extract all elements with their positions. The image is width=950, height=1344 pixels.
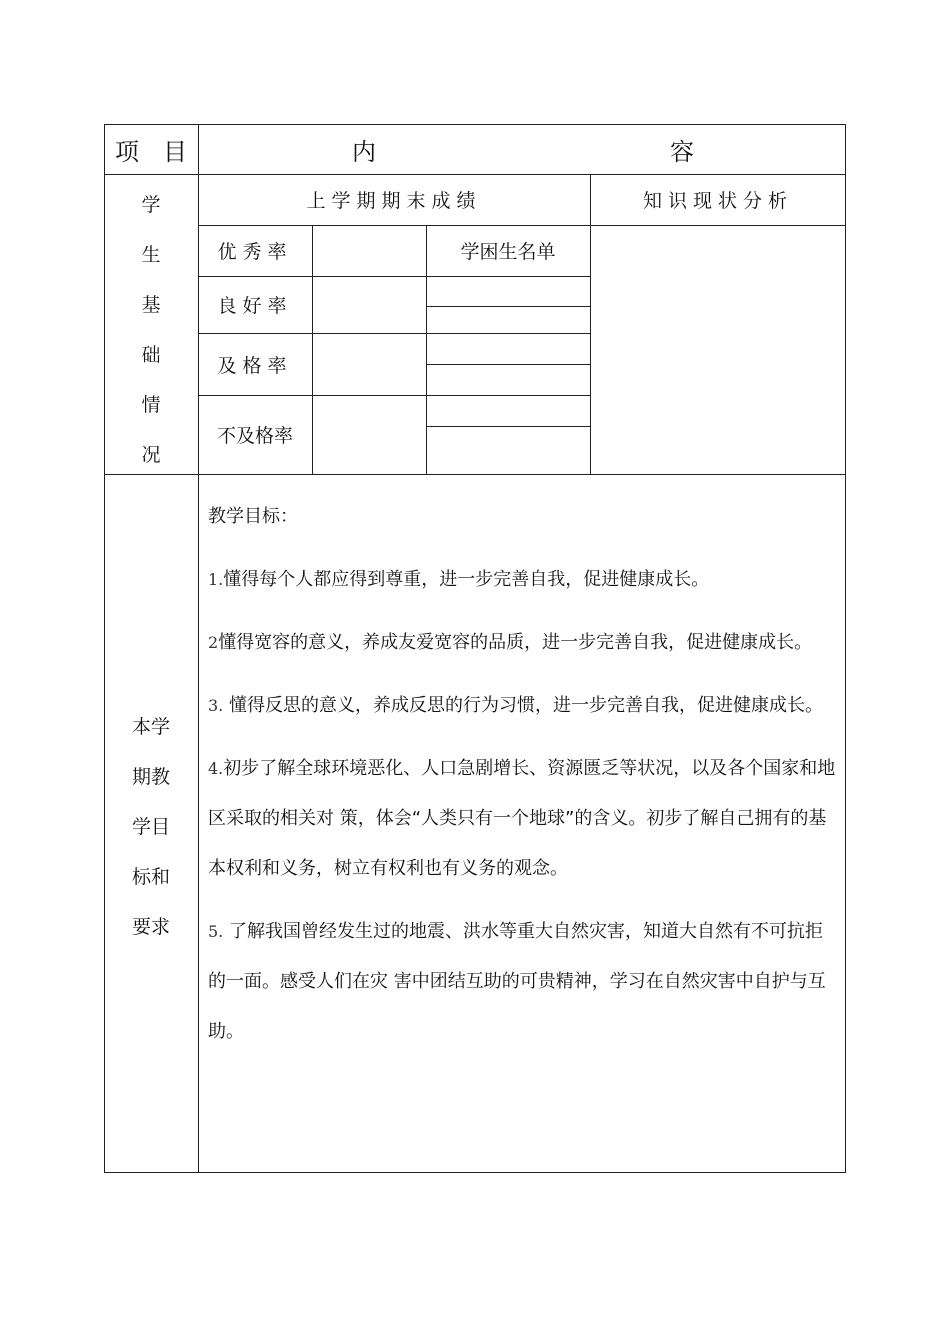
- student-basis-char: 基: [141, 294, 161, 316]
- rate-label-fail: 不及格率: [216, 425, 293, 447]
- header-content-left: 内: [352, 137, 376, 166]
- goal-item: [208, 618, 840, 668]
- goal-text: 懂得宽容的意义，养成友爱宽容的品质，进一步完善自我，促进健康成长。: [218, 632, 813, 653]
- struggling-list-header: 学困生名单: [460, 241, 556, 263]
- goals-label-line: 标和: [131, 866, 170, 888]
- row-divider: [104, 474, 846, 475]
- goal-item: [208, 555, 840, 605]
- rate-label-pass: 及格率: [217, 354, 293, 377]
- row-divider: [426, 426, 590, 427]
- goal-number: 1.: [208, 570, 224, 589]
- student-basis-char: 生: [141, 244, 161, 266]
- goal-number: 4.: [208, 759, 224, 778]
- student-basis-char: 情: [141, 394, 161, 416]
- goal-item: [208, 744, 840, 894]
- goal-text: 了解我国曾经发生过的地震、洪水等重大自然灾害，知道大自然有不可抗拒的一面。感受人们在灾 害中团结互助的可贵精神，学习在自然灾害中自护与互助。: [208, 921, 826, 1042]
- goal-item: [208, 907, 840, 1057]
- knowledge-analysis-header: 知识现状分析: [642, 190, 793, 212]
- teaching-goals: [208, 492, 840, 1070]
- goal-text: 懂得反思的意义，养成反思的行为习惯，进一步完善自我，促进健康成长。: [223, 695, 823, 716]
- goals-label-line: 要求: [131, 916, 170, 938]
- last-term-scores-header: 上学期期末成绩: [306, 190, 482, 212]
- goals-heading: 教学目标：: [208, 506, 298, 527]
- goal-number: 3.: [208, 696, 224, 715]
- header-content-right: 容: [670, 137, 694, 166]
- goal-text: 初步了解全球环境恶化、人口急剧增长、资源匮乏等状况，以及各个国家和地区采取的相关对 策，体会“人类只有一个地球”的含义。初步了解自己拥有的基本权利和义务，树立有权利也有义务的观念。: [208, 758, 836, 879]
- goal-item: [208, 681, 840, 731]
- goal-number: 5.: [208, 922, 224, 941]
- row-divider: [426, 306, 590, 307]
- goal-text: 懂得每个人都应得到尊重，进一步完善自我，促进健康成长。: [223, 569, 710, 590]
- goals-label-line: 本学: [131, 716, 170, 738]
- student-basis-char: 础: [141, 344, 161, 366]
- rate-label-excellent: 优秀率: [217, 241, 293, 263]
- col-divider: [312, 225, 313, 474]
- row-divider: [426, 364, 590, 365]
- student-basis-char: 况: [141, 444, 161, 466]
- goals-label-line: 期教: [131, 766, 170, 788]
- header-item: 项 目: [115, 137, 187, 166]
- goals-label-line: 学目: [131, 816, 170, 838]
- student-basis-char: 学: [141, 194, 161, 216]
- goal-number: 2: [208, 633, 219, 652]
- rate-label-good: 良好率: [217, 295, 293, 317]
